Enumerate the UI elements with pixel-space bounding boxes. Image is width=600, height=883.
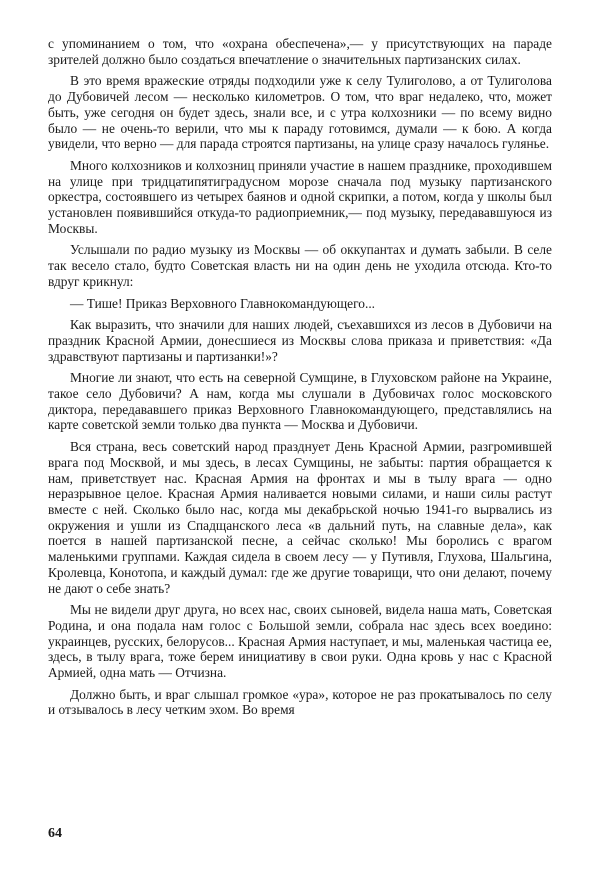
paragraph-1: с упоминанием о том, что «охрана обеспечена»,— у присутствующих на параде зрителей должно было создаться впечатление о значительных партизанских силах. — [48, 36, 552, 67]
paragraph-10: Должно быть, и враг слышал громкое «ура», которое не раз прокатывалось по селу и отзывалось в лесу четким эхом. Во время — [48, 686, 552, 718]
paragraph-9: Мы не видели друг друга, но всех нас, своих сыновей, видела наша мать, Советская Родина, и она подала нам голос с Большой земли, собрала нас здесь всех воедино: украинцев, русских, белорусов... Красная Армия наступает, и мы, маленькая частица ее, здесь, в тылу врага, тоже берем инициативу в свои руки. Одна кровь у нас с Красной Армией, одна мать — Отчизна. — [48, 602, 552, 681]
page-number: 64 — [48, 826, 62, 841]
paragraph-6: Как выразить, что значили для наших людей, съехавшихся из лесов в Дубовичи на праздник Красной Армии, донесшиеся из Москвы слова приказа и приветствия: «Да здравствуют партизаны и партизанки!»? — [48, 317, 552, 364]
page-text — [48, 36, 552, 724]
paragraph-5-quote: — Тише! Приказ Верховного Главнокомандующего... — [70, 295, 376, 311]
paragraph-7: Многие ли знают, что есть на северной Сумщине, в Глуховском районе на Украине, такое село Дубовичи? А нам, когда мы слушали в Дубовичах голос московского диктора, передававшего приказ Верховного Главнокомандующего, представлялись на карте советской земли только два пункта — Москва и Дубовичи. — [48, 370, 552, 433]
paragraph-8: Вся страна, весь советский народ празднует День Красной Армии, разгромившей врага под Москвой, и мы здесь, в лесах Сумщины, не забыты: партия обращается к нам, приветствует нас. Красная Армия на фронтах и мы в тылу врага — одно неразрывное целое. Красная Армия наливается новыми силами, и наши силы растут вместе с ней. Сколько было нас, когда мы декабрьской ночью 1941-го вырвались из окружения и ушли из Спадщанского леса «в дальний путь, на славные дела», как поется в нашей партизанской песне, а сейчас сколько! Мы боролись с врагом маленькими группами. Каждая сидела в своем лесу — у Путивля, Глухова, Шальгина, Кролевца, Конотопа, и каждый думал: где же другие товарищи, что они делают, почему не дают о себе знать? — [48, 439, 552, 596]
paragraph-4: Услышали по радио музыку из Москвы — об оккупантах и думать забыли. В селе так весело стало, будто Советская власть ни на один день не уходила отсюда. Кто-то вдруг крикнул: — [48, 242, 552, 289]
paragraph-3: Много колхозников и колхозниц приняли участие в нашем празднике, проходившем на улице при тридцатипятиградусном морозе сначала под музыку партизанского оркестра, состоявшего из четырех баянов и одной скрипки, а потом, когда у школы был установлен появившийся откуда-то радиоприемник,— под музыку, передававшуюся из Москвы. — [48, 157, 552, 236]
paragraph-2: В это время вражеские отряды подходили уже к селу Тулиголово, а от Тулиголова до Дубовичей лесом — несколько километров. О том, что враг недалеко, что, может быть, уже сегодня он будет здесь, знали все, и с утра колхозники — по всему видно было — не очень-то верили, что мы к параду готовимся, думали — к бою. А когда увидели, что верно — для парада строятся партизаны, на улице сразу началось гулянье. — [48, 73, 552, 152]
